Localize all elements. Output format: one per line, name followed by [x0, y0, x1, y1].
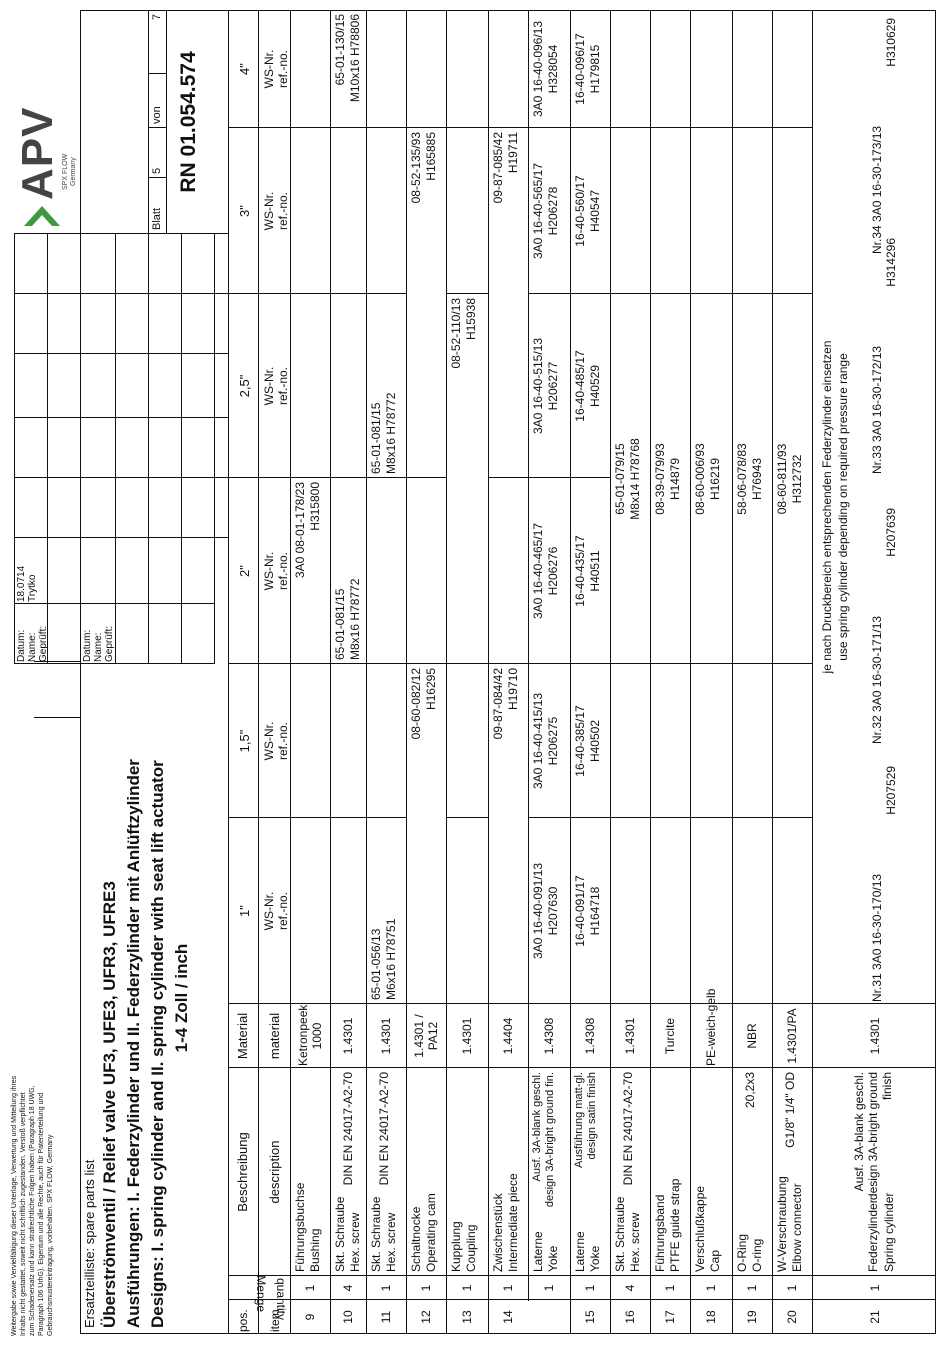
- blatt-label: Blatt: [151, 207, 163, 230]
- ref-line-1: 16-40-435/17: [573, 535, 587, 607]
- title-block-col: [14, 353, 228, 354]
- row-material: 1000: [310, 1022, 324, 1050]
- header-size: 2,5": [237, 374, 252, 398]
- header-ws-nr: WS-Nr.: [262, 366, 276, 406]
- row-desc-de: Führungsband: [653, 1194, 667, 1272]
- header-ws-nr: WS-Nr.: [262, 721, 276, 761]
- row-pos: 13: [460, 1310, 474, 1324]
- row-desc-de: Skt. Schraube: [333, 1196, 347, 1272]
- ref-line-1: 09-87-085/42: [491, 132, 505, 204]
- row21-cylinder-ref: Nr.32 3A0 16-30-171/13: [870, 615, 884, 744]
- row-standard: DIN EN 24017-A2-70: [621, 1072, 635, 1186]
- blatt-col: [148, 127, 166, 128]
- header-size: 1": [237, 905, 252, 917]
- row-desc-en: Coupling: [464, 1224, 478, 1272]
- row-desc-de: Laterne: [573, 1231, 587, 1272]
- ref-line-2: M6x16 H78751: [384, 918, 398, 1000]
- blatt-value: 5: [151, 167, 163, 174]
- blatt-col: [148, 73, 166, 74]
- row-desc-de: Schaltnocke: [409, 1206, 423, 1272]
- table-row-rule: [812, 10, 813, 1334]
- row-desc-de: Zwischenstück: [491, 1193, 505, 1272]
- ref-line-2: H40529: [588, 364, 602, 408]
- ref-line-2: H206277: [546, 361, 560, 411]
- row-material: 1.4308: [583, 1017, 597, 1055]
- apv-logo: [13, 80, 77, 230]
- copyright-line: zum Schadenersatz und kann strafrechtliche Folgen haben (Paragraph 18 UWG,: [29, 1085, 36, 1336]
- row-desc-de: Verschlußkappe: [693, 1185, 707, 1272]
- copyright-line: Paragraph 106 UrhG). Eigentum und alle Rechte, auch für Patenterteilung und: [38, 1092, 45, 1336]
- ref-line-1: 65-01-081/15: [369, 402, 383, 474]
- copyright-line: Inhalts nicht gestattet, soweit nicht schriftlich zugestanden. Verstoß verpflichtet: [20, 1092, 27, 1336]
- col-rule-qty: [228, 1275, 936, 1276]
- header-material-en: material: [267, 1012, 282, 1060]
- row21-qty: 1: [868, 1284, 882, 1292]
- ref-line-1: 08-60-006/93: [693, 443, 707, 515]
- ref-line-1: 65-01-079/15: [613, 443, 627, 515]
- row21-note-en: use spring cylinder depending on required pressure range: [836, 353, 850, 661]
- ref-line-1: 3A0 16-40-096/13: [531, 20, 545, 118]
- ref-line-2: H19711: [506, 132, 520, 174]
- row-qty: 1: [785, 1284, 799, 1292]
- ref-line-2: H40511: [588, 550, 602, 592]
- row21-finish: design 3A-bright ground: [866, 1072, 880, 1201]
- title-block-rule: [115, 234, 116, 664]
- row21-desc-en: Spring cylinder: [882, 1192, 896, 1272]
- header-beschreibung: Beschreibung: [235, 1132, 250, 1212]
- ref-line-1: 08-39-079/93: [653, 443, 667, 515]
- table-row-rule: [528, 10, 529, 1334]
- row-material: PE-weich-gelb: [704, 988, 718, 1066]
- row-material: 1.4308: [542, 1017, 556, 1055]
- row-desc-de: Skt. Schraube: [369, 1196, 383, 1272]
- ref-line-1: 3A0 16-40-565/17: [531, 162, 545, 260]
- ref-line-1: 08-52-110/13: [449, 298, 463, 369]
- row-standard: 20,2x3: [743, 1072, 757, 1109]
- col-rule-mat: [228, 1003, 936, 1004]
- header-size: 2": [237, 565, 252, 577]
- row-pos: 15: [583, 1310, 597, 1324]
- header-quantity: [234, 1275, 290, 1320]
- title-block-col: [14, 233, 228, 234]
- row-qty: 1: [419, 1284, 433, 1292]
- title-line-1: Überströmventil / Relief valve UF3, UFE3, UFR3, UFRE3: [100, 881, 119, 1328]
- blatt-rule: [148, 10, 149, 234]
- row-qty: 1: [542, 1284, 556, 1292]
- row21-material: 1.4301: [868, 1017, 882, 1055]
- title-block-rule: [181, 234, 182, 664]
- blatt-col: [148, 177, 166, 178]
- row-pos: 12: [419, 1310, 433, 1324]
- row21-desc-de: Federzylinder: [866, 1199, 880, 1272]
- ref-line-1: 65-01-056/13: [369, 928, 383, 1000]
- row-desc-en: Yoke: [546, 1245, 560, 1272]
- row-material: NBR: [745, 1023, 759, 1049]
- row-pos: 20: [785, 1310, 799, 1324]
- ref-line-2: H206276: [546, 546, 560, 596]
- ref-line-2: H16295: [424, 668, 438, 711]
- table-row-rule: [446, 10, 447, 1334]
- von-value: 7: [151, 14, 163, 21]
- row-material: 1.4301: [379, 1017, 393, 1055]
- pos-merge: [528, 1301, 530, 1333]
- row-desc-en: O-ring: [750, 1238, 764, 1272]
- ref-line-2: H16219: [708, 457, 722, 501]
- row-pos: 10: [341, 1310, 355, 1324]
- row-material: 1.4301: [460, 1017, 474, 1055]
- ref-line-1: 09-87-084/42: [491, 668, 505, 740]
- col-rule-size: [228, 127, 812, 128]
- col-rule-desc: [228, 1067, 936, 1068]
- row-material: 1.4301/PA: [785, 1008, 799, 1064]
- header-size: 3": [237, 205, 252, 217]
- tb-value-1: Trytko: [27, 574, 38, 602]
- table-header-mid-rule: [258, 10, 259, 1334]
- blatt-rule: [166, 10, 167, 234]
- table-row-rule: [690, 10, 691, 1334]
- row-qty: 1: [745, 1284, 759, 1292]
- von-label: von: [151, 106, 163, 124]
- ref-line-1: 16-40-485/17: [573, 350, 587, 422]
- copyright-line: Weitergabe sowie Vervielfältigung dieser Unterlage, Verwertung und Mitteilung ihres: [11, 1075, 18, 1336]
- header-ws-nr: WS-Nr.: [262, 891, 276, 931]
- header-menge: Menge: [254, 1275, 268, 1312]
- row-finish: Ausführung matt-gl.: [573, 1072, 585, 1168]
- row-desc-en: Yoke: [588, 1245, 602, 1272]
- ref-line-2: H14879: [668, 457, 682, 501]
- tb-label-2: Name:: [93, 632, 104, 662]
- header-ref-no: ref.-no.: [276, 552, 290, 591]
- row21-note-de: je nach Druckbereich entsprechenden Federzylinder einsetzen: [820, 340, 834, 674]
- header-quantity-en: quantity: [274, 1277, 288, 1320]
- row-desc-de: Skt. Schraube: [613, 1196, 627, 1272]
- col-rule-pos: [228, 1299, 936, 1300]
- row-material: 1.4404: [501, 1017, 515, 1055]
- ref-line-2: H76943: [750, 457, 764, 501]
- row-qty: 4: [623, 1284, 637, 1292]
- ref-line-2: H207630: [546, 886, 560, 936]
- logo-chevron-cut: [32, 215, 52, 226]
- ref-line-1: 08-60-811/93: [775, 443, 789, 515]
- ref-line-1: 3A0 16-40-415/13: [531, 692, 545, 790]
- ref-line-2: H165885: [424, 132, 438, 181]
- table-header-bottom-rule: [290, 10, 291, 1334]
- title-block-col: [14, 293, 228, 294]
- tb-value-1: 18.0714: [16, 565, 27, 602]
- header-ref-no: ref.-no.: [276, 892, 290, 931]
- row21-cylinder-h: H207529: [884, 766, 898, 815]
- tb-label-2: Geprüft:: [104, 625, 115, 662]
- ref-line-1: 65-01-081/15: [333, 588, 347, 660]
- row-pos: 19: [745, 1310, 759, 1324]
- row-desc-en: Bushing: [308, 1228, 322, 1272]
- tb-label-1: Datum:: [16, 629, 27, 662]
- header-ws-nr: WS-Nr.: [262, 551, 276, 591]
- copyright-line: Gebrauchsmustereintragung, vorbehalten. SPX FLOW, Germany: [47, 1134, 54, 1336]
- row-pos: 14: [501, 1310, 515, 1324]
- row-desc-en: Operating cam: [424, 1193, 438, 1272]
- row-qty: 1: [379, 1284, 393, 1292]
- ref-line-1: 3A0 16-40-465/17: [531, 522, 545, 620]
- header-size: 1,5": [237, 729, 252, 753]
- row-finish: design 3A-bright ground fin.: [544, 1072, 556, 1208]
- title-line-4: 1-4 Zoll / inch: [172, 943, 191, 1053]
- row-desc-de: W-Verschraubung: [775, 1176, 789, 1272]
- row-desc-de: Führungsbuchse: [293, 1182, 307, 1272]
- row-desc-en: PTFE guide strap: [668, 1178, 682, 1272]
- tb-label-2: Datum:: [82, 629, 93, 662]
- title-block-rule: [14, 234, 15, 664]
- tb-label-1: Geprüft:: [38, 625, 49, 662]
- ref-line-2: H312732: [790, 454, 804, 504]
- ref-line-1: 3A0 16-40-091/13: [531, 862, 545, 960]
- row21-cylinder-h: H207639: [884, 508, 898, 557]
- row-qty: 1: [501, 1284, 515, 1292]
- ref-line-2: H40502: [588, 719, 602, 763]
- ref-line-2: M8x14 H78768: [628, 438, 642, 520]
- row-standard: DIN EN 24017-A2-70: [377, 1072, 391, 1186]
- ref-line-2: H206278: [546, 186, 560, 236]
- tb-label-1: Name:: [27, 632, 38, 662]
- ref-line-2: H315800: [308, 482, 322, 531]
- row-desc-de: Kupplung: [449, 1221, 463, 1272]
- title-line-2: Ausführungen: I. Federzylinder und II. Federzylinder mit Anlüftzylinder: [124, 759, 143, 1328]
- row-material: 1.4301 /: [412, 1014, 426, 1058]
- ref-line-1: 58-06-078/83: [735, 443, 749, 515]
- header-ref-no: ref.-no.: [276, 192, 290, 231]
- ref-line-1: 16-40-096/17: [573, 33, 587, 105]
- fold-line: [34, 717, 80, 718]
- ref-line-1: 08-60-082/12: [409, 668, 423, 740]
- row-qty: 4: [341, 1284, 355, 1292]
- table-row-rule: [366, 10, 367, 1334]
- logo-sub-1: SPX FLOW: [62, 153, 69, 190]
- header-size: 4": [237, 63, 252, 75]
- title-block-col: [14, 417, 228, 418]
- row-pos: 18: [704, 1310, 718, 1324]
- title-block-col: [14, 537, 228, 538]
- ref-line-2: M8x16 H78772: [384, 392, 398, 474]
- header-ref-no: ref.-no.: [276, 722, 290, 761]
- ref-line-1: 16-40-091/17: [573, 875, 587, 947]
- row-qty: 1: [704, 1284, 718, 1292]
- title-block-rule: [80, 234, 81, 664]
- ref-line-1: 65-01-130/15: [333, 14, 347, 86]
- row21-finish: Ausf. 3A-blank geschl.: [852, 1072, 866, 1192]
- ref-line-2: M8x16 H78772: [348, 578, 362, 660]
- ref-line-1: 16-40-560/17: [573, 175, 587, 247]
- table-row-rule: [610, 10, 611, 1334]
- logo-sub-2: Germany: [70, 157, 77, 186]
- table-row-rule: [570, 10, 571, 1334]
- row-finish: Ausf. 3A-blank geschl.: [531, 1072, 543, 1182]
- row-desc-en: Hex. screw: [348, 1212, 362, 1272]
- title-block-col: [14, 603, 214, 604]
- ref-line-1: 16-40-385/17: [573, 705, 587, 777]
- row-material: Ketronpeek: [296, 1004, 310, 1066]
- row-desc-en: Hex. screw: [384, 1212, 398, 1272]
- row21-pos: 21: [868, 1310, 882, 1324]
- row-desc-en: Elbow connector: [790, 1183, 804, 1272]
- row21-finish: finish: [880, 1072, 894, 1101]
- col-rule-size: [228, 663, 812, 664]
- row21-cylinder-h: H310629: [884, 18, 898, 67]
- row-desc-en: Cap: [708, 1249, 722, 1272]
- ref-line-2: H40547: [588, 189, 602, 233]
- row-pos: 16: [623, 1310, 637, 1324]
- header-ref-no: ref.-no.: [276, 50, 290, 89]
- row-pos: 9: [303, 1313, 317, 1321]
- header-item: item: [268, 1309, 282, 1332]
- table-row-rule: [330, 10, 331, 1334]
- header-ws-nr: WS-Nr.: [262, 191, 276, 231]
- ref-line-1: 3A0 16-40-515/13: [531, 337, 545, 435]
- ref-line-2: H179815: [588, 44, 602, 94]
- document-number: RN 01.054.574: [177, 51, 200, 193]
- row21-cylinder-h: H314296: [884, 238, 898, 287]
- table-row-rule: [772, 10, 773, 1334]
- row-desc-en: Hex. screw: [628, 1212, 642, 1272]
- table-top-rule: [228, 10, 229, 1334]
- table-row-rule: [650, 10, 651, 1334]
- row-desc-de: O-Ring: [735, 1233, 749, 1272]
- ref-line-2: H206275: [546, 716, 560, 766]
- title-block-rule: [214, 234, 215, 664]
- ref-line-2: M10x16 H78806: [348, 14, 362, 103]
- row-material: 1.4301: [623, 1017, 637, 1055]
- ref-line-1: 08-52-135/93: [409, 132, 423, 204]
- row-qty: 1: [303, 1284, 317, 1292]
- row-pos: 17: [663, 1310, 677, 1324]
- ref-line-2: H15938: [464, 298, 478, 341]
- row-material: 1.4301: [341, 1017, 355, 1055]
- header-pos: pos.: [236, 1309, 250, 1332]
- header-material-de: Material: [235, 1012, 250, 1060]
- row-finish: design satin finish: [586, 1072, 598, 1160]
- header-ref-no: ref.-no.: [276, 367, 290, 406]
- row21-cylinder-ref: Nr.34 3A0 16-30-173/13: [870, 125, 884, 254]
- row-standard: DIN EN 24017-A2-70: [341, 1072, 355, 1186]
- row-qty: 1: [663, 1284, 677, 1292]
- title-line-3: Designs: I. spring cylinder and II. spring cylinder with seat lift actuator: [148, 760, 167, 1328]
- copyright-notice: [10, 1076, 55, 1336]
- row-material: PA12: [426, 1021, 440, 1051]
- ref-line-2: H19710: [506, 668, 520, 711]
- logo-text: APV: [13, 106, 62, 200]
- row-qty: 1: [460, 1284, 474, 1292]
- row21-cylinder-ref: Nr.31 3A0 16-30-170/13: [870, 873, 884, 1002]
- row-desc-de: Laterne: [531, 1231, 545, 1272]
- title-block-col: [14, 663, 214, 664]
- ref-line-2: H328054: [546, 44, 560, 94]
- header-description: description: [267, 1140, 282, 1204]
- ref-line-2: H164718: [588, 886, 602, 936]
- row-qty: 1: [583, 1284, 597, 1292]
- row-standard: G1/8" 1/4" OD: [783, 1072, 797, 1148]
- header-ws-nr: WS-Nr.: [262, 49, 276, 89]
- title-block-rule: [47, 234, 48, 664]
- row-material: Turcite: [663, 1017, 677, 1055]
- table-row-rule: [732, 10, 733, 1334]
- row-pos: 11: [379, 1310, 393, 1324]
- row-desc-en: Intermediate piece: [506, 1173, 520, 1272]
- list-label: Ersatzteilliste: spare parts list: [82, 1159, 97, 1328]
- ref-line-1: 3A0 08-01-178/23: [293, 482, 307, 579]
- row21-cylinder-ref: Nr.33 3A0 16-30-172/13: [870, 345, 884, 474]
- title-block-col: [14, 477, 228, 478]
- title-block-rule: [148, 234, 149, 664]
